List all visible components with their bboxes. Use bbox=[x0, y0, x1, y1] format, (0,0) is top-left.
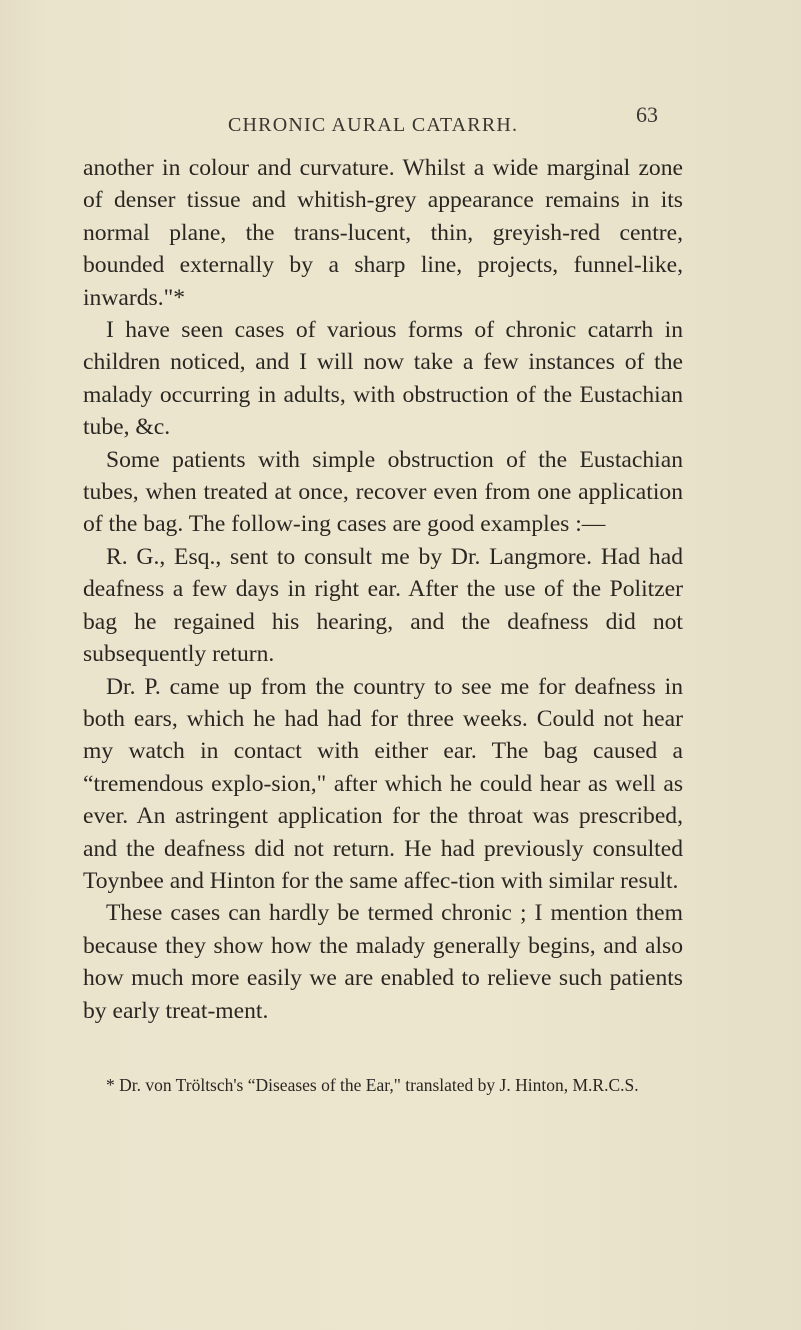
footnote bbox=[83, 1074, 683, 1096]
footnote-text: * Dr. von Tröltsch's “Diseases of the Ear," translated by J. Hinton, M.R.C.S. bbox=[106, 1075, 639, 1095]
running-head: CHRONIC AURAL CATARRH. bbox=[228, 114, 519, 136]
paragraph-case-rg: R. G., Esq., sent to consult me by Dr. Langmore. Had had deafness a few days in right ear. After the use of the Politzer bag he regained his hearing, and the deafness did not subsequently return. bbox=[83, 543, 683, 668]
paragraph-chronic-catarrh: I have seen cases of various forms of chronic catarrh in children noticed, and I will now take a few instances of the malady occurring in adults, with obstruction of the Eustachian tube, &c. bbox=[83, 317, 683, 441]
page-number: 63 bbox=[636, 102, 658, 127]
paragraph-obstruction: Some patients with simple obstruction of the Eustachian tubes, when treated at once, recover even from one application of the bag. The follow-ing cases are good examples :— bbox=[83, 446, 683, 538]
paragraph-case-drp: Dr. P. came up from the country to see me for deafness in both ears, which he had had for three weeks. Could not hear my watch in contact with either ear. The bag caused a “tremendous explo-sion," after which he could hear as well as ever. An astringent application for the throat was prescribed, and the deafness did not return. He had previously consulted Toynbee and Hinton for the same affec-tion with similar result. bbox=[83, 673, 683, 894]
page-header bbox=[0, 102, 801, 140]
body-text bbox=[83, 152, 683, 1027]
paragraph-continuation: another in colour and curvature. Whilst a wide marginal zone of denser tissue and whitish-grey appearance remains in its normal plane, the trans-lucent, thin, greyish-red centre, bounded externally by a sharp line, projects, funnel-like, inwards."* bbox=[83, 155, 683, 311]
paragraph-conclusion: These cases can hardly be termed chronic ; I mention them because they show how the malady generally begins, and also how much more easily we are enabled to relieve such patients by early treat-ment. bbox=[83, 900, 683, 1024]
